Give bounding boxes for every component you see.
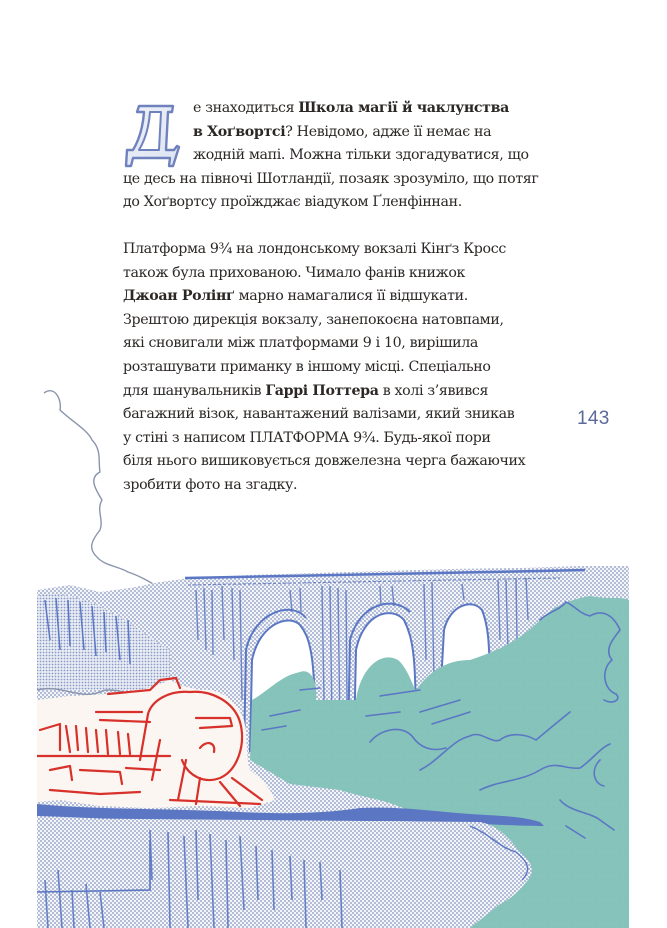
bold-text: в Хоґвортсі bbox=[193, 123, 286, 140]
text-run: для шанувальників bbox=[123, 382, 266, 399]
text-run: е знаходиться bbox=[193, 100, 299, 116]
text-line bbox=[123, 97, 563, 121]
text-run: ? Невідомо, адже її немає на bbox=[285, 123, 492, 140]
page-number: 143 bbox=[577, 408, 610, 429]
text-run: зробити фото на згадку. bbox=[123, 476, 298, 493]
bold-text: Школа магії й чаклунства bbox=[298, 100, 509, 116]
bold-text: Гаррі Поттера bbox=[265, 382, 379, 399]
text-line bbox=[123, 168, 563, 192]
text-line bbox=[123, 262, 563, 286]
text-run: до Хоґвортсу проїжджає віадуком Ґленфіннан. bbox=[123, 194, 462, 211]
text-line bbox=[123, 191, 563, 215]
text-line bbox=[123, 332, 563, 356]
text-line bbox=[123, 121, 563, 145]
text-run: розташувати приманку в іншому місці. Спеціально bbox=[123, 358, 491, 375]
text-run: Платформа 9¾ на лондонському вокзалі Кінґз Кросс bbox=[123, 240, 506, 257]
text-run: багажний візок, навантажений валізами, який зникав bbox=[123, 406, 515, 423]
text-line bbox=[123, 309, 563, 333]
text-run: у стіні з написом ПЛАТФОРМА 9¾. Будь-якої пори bbox=[123, 429, 491, 446]
paragraph-1 bbox=[123, 97, 563, 215]
text-run: також була прихованою. Чимало фанів книжок bbox=[123, 264, 466, 281]
text-run: Зрештою дирекція вокзалу, занепокоєна натовпами, bbox=[123, 311, 504, 328]
text-run: які сновигали між платформами 9 і 10, вирішила bbox=[123, 335, 478, 352]
smoke-outline bbox=[44, 391, 160, 588]
text-run: в холі з’явився bbox=[378, 382, 489, 399]
text-line bbox=[123, 238, 563, 262]
paragraph-spacer bbox=[123, 215, 563, 238]
text-run: марно намагалися її відшукати. bbox=[234, 288, 468, 305]
text-line bbox=[123, 285, 563, 309]
text-line bbox=[123, 356, 563, 380]
text-line bbox=[123, 144, 563, 168]
text-run: біля нього вишиковується довжелезна черга бажаючих bbox=[123, 453, 526, 470]
viaduct-train-illustration bbox=[0, 380, 667, 928]
text-run: жодній мапі. Можна тільки здогадуватися, що bbox=[193, 147, 529, 164]
text-run: це десь на півночі Шотландії, позаяк зрозуміло, що потяг bbox=[123, 170, 539, 187]
bold-text: Джоан Ролінґ bbox=[123, 288, 235, 305]
